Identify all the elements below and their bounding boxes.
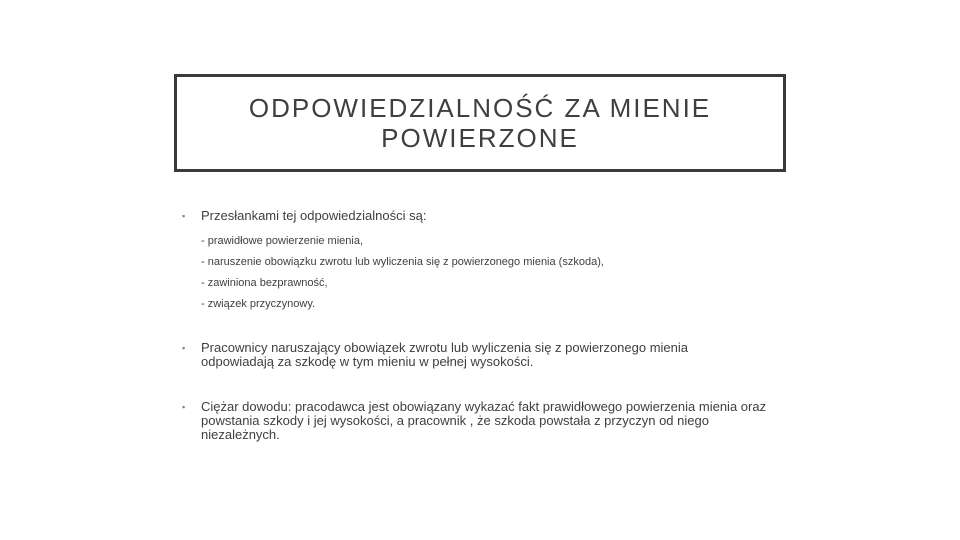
slide-title-line-2: POWIERZONE — [381, 123, 579, 153]
bullet-text: Ciężar dowodu: pracodawca jest obowiązany wykazać fakt prawidłowego powierzenia mienia oraz powstania szkody i jej wysokości, a pracownik , że szkoda powstała z przyczyn od niego niezależnych. — [201, 399, 767, 442]
bullet-text: Pracownicy naruszający obowiązek zwrotu lub wyliczenia się z powierzonego mienia odpowiadają za szkodę w tym mieniu w pełnej wysokości. — [201, 340, 689, 369]
sub-item-breach: - naruszenie obowiązku zwrotu lub wyliczenia się z powierzonego mienia (szkoda), — [201, 256, 604, 268]
bullet-marker: ▪ — [182, 402, 186, 412]
sub-item-entrustment: - prawidłowe powierzenie mienia, — [201, 235, 364, 247]
slide-title — [249, 93, 711, 153]
bullet-text: Przesłankami tej odpowiedzialności są: — [201, 208, 427, 223]
sub-item-causation: - związek przyczynowy. — [201, 298, 316, 310]
bullet-item-burden-of-proof — [182, 400, 781, 442]
title-box — [174, 74, 786, 172]
bullet-marker: ▪ — [182, 343, 186, 353]
sub-item-culpability: - zawiniona bezprawność, — [201, 277, 328, 289]
slide-title-line-1: ODPOWIEDZIALNOŚĆ ZA MIENIE — [248, 93, 712, 123]
bullet-marker: ▪ — [182, 211, 186, 221]
bullet-item-liability — [182, 341, 746, 369]
bullet-item-premises — [182, 209, 781, 223]
